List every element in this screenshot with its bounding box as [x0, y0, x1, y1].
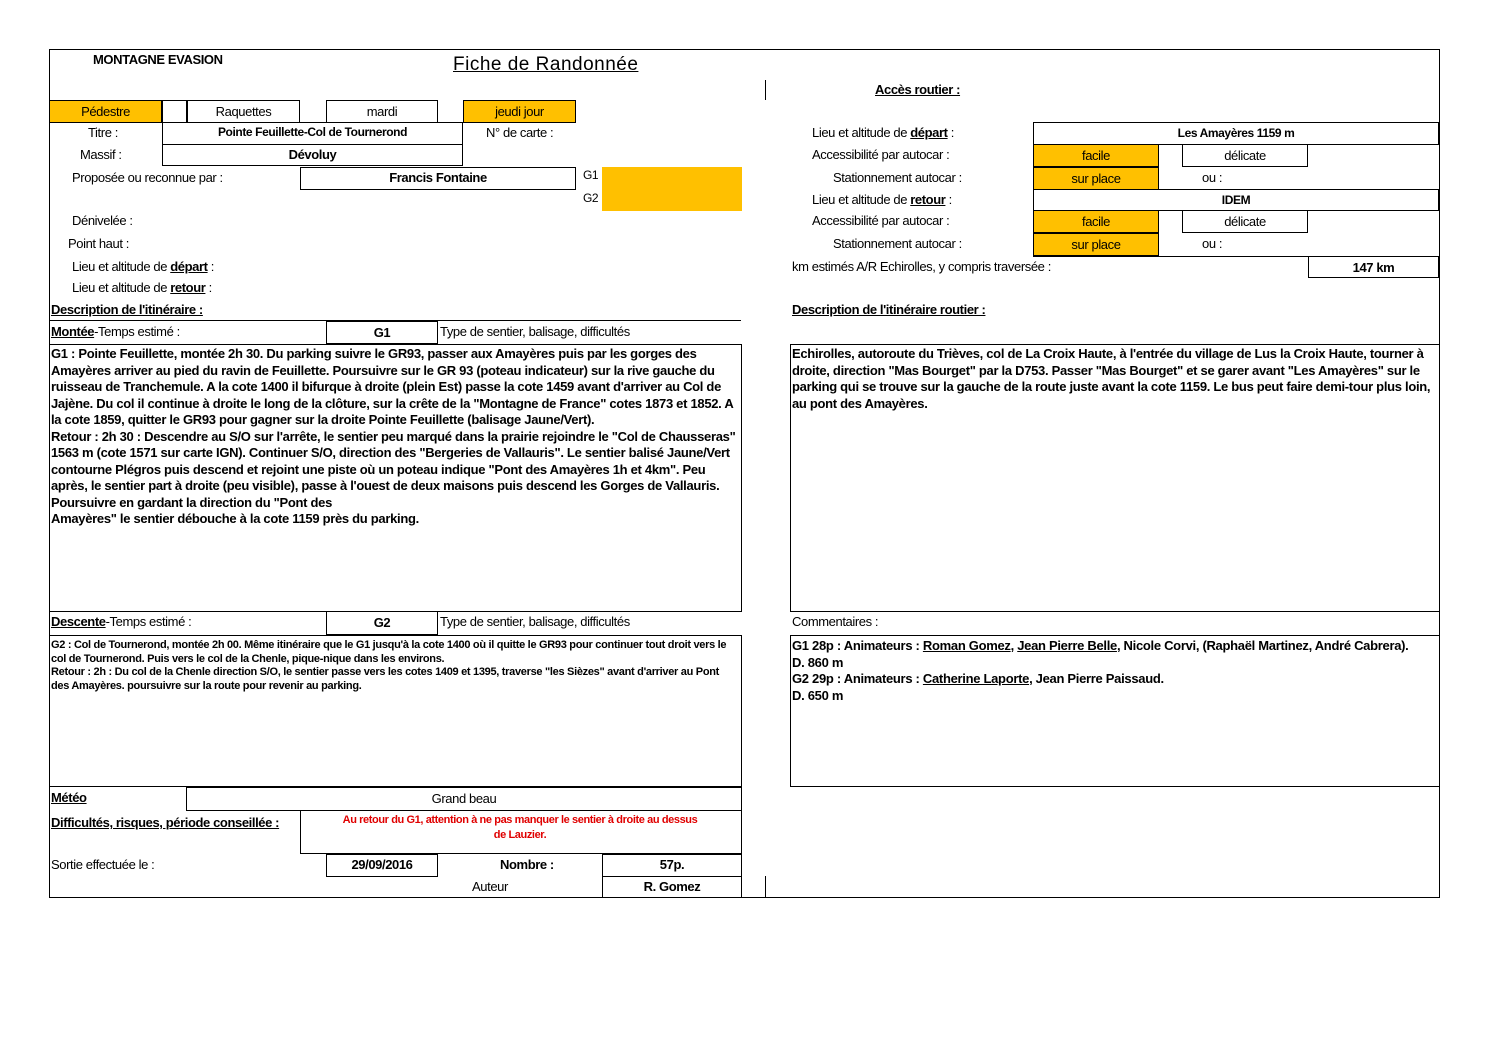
- proposee-label: Proposée ou reconnue par :: [72, 170, 223, 185]
- g2-label: G2: [583, 191, 599, 205]
- description-itineraire-heading: Description de l'itinéraire :: [51, 302, 203, 317]
- massif-value: Dévoluy: [162, 144, 463, 166]
- right-delicate-2: délicate: [1182, 210, 1308, 233]
- divider: [1033, 256, 1309, 257]
- meteo-value: Grand beau: [186, 787, 742, 811]
- montee-description: G1 : Pointe Feuillette, montée 2h 30. Du parking suivre le GR93, passer aux Amayères puis par les gorges des Amayères arriver au pied du ravin de Feuillette. Poursuivre sur le GR 93 (poteau indicateur) sur la rive gauche du ruisseau de Tranchemule. A la cote 1400 il bifurque à droite (plein Est) passe la cote 1459 avant d'arriver au Col de Jajène. Du col il continue à droite le long de la clôture, sur la crête de la "Montagne de France" cotes 1873 et 1852. A la cote 1859, quitter le GR93 pour gagner sur la droite Pointe Feuillette (balisage Jaune/Vert). Retour : 2h 30 : Descendre au S/O sur l'arrête, le sentier peu marqué dans la prairie rejoindre le "Col de Chausseras" 1563 m (cote 1571 sur carte IGN). Continuer S/O, direction des "Bergeries de Vallauris". Le sentier balisé Jaune/Vert contourne Plégros puis descend et rejoint une piste où un poteau indique "Pont des Amayères 1h et 4km". Peu après, le sentier part à droite (peu visible), passe à l'ouest de deux maisons puis descend les Gorges de Vallauris. Poursuivre en gardant la direction du "Pont des Amayères" le sentier débouche à la cote 1159 près du parking.: [51, 346, 736, 526]
- page-title: Fiche de Randonnée: [453, 54, 639, 75]
- nombre-label: Nombre :: [500, 857, 554, 872]
- sortie-value: 29/09/2016: [326, 854, 438, 877]
- meteo-label: Météo: [51, 790, 87, 805]
- km-value: 147 km: [1308, 256, 1439, 278]
- denivele-label: Dénivelée :: [72, 213, 133, 228]
- right-ou-1: ou :: [1202, 170, 1223, 185]
- titre-label: Titre :: [88, 125, 118, 140]
- commentaires-text: G1 28p : Animateurs : Roman Gomez, Jean Pierre Belle, Nicole Corvi, (Raphaël Martinez, André Cabrera). D. 860 m G2 29p : Animateurs : Catherine Laporte, Jean Pierre Paissaud. D. 650 m: [792, 638, 1409, 703]
- tag-empty: [162, 100, 187, 123]
- group-highlight: [602, 167, 742, 211]
- right-facile-1: facile: [1033, 144, 1159, 167]
- right-lieu-retour-value: IDEM: [1033, 189, 1439, 211]
- acces-routier-heading: Accès routier :: [875, 82, 961, 97]
- right-sur-place-1: sur place: [1033, 167, 1159, 190]
- routier-description: Echirolles, autoroute du Trièves, col de La Croix Haute, à l'entrée du village de Lus la Croix Haute, tourner à droite, direction "Mas Bourget" par la D753. Passer "Mas Bourget" et se garer avant "Les Amayères" sur le parking qui se trouve sur la gauche de la route juste avant la cote 1159. Le bus peut faire demi-tour plus loin, au pont des Amayères.: [792, 346, 1431, 411]
- right-lieu-depart-label: Lieu et altitude de départ :: [812, 125, 955, 140]
- auteur-label: Auteur: [472, 879, 508, 894]
- lieu-depart-label: Lieu et altitude de départ :: [72, 259, 215, 274]
- club-name: MONTAGNE EVASION: [93, 52, 223, 67]
- commentaires-label: Commentaires :: [792, 614, 879, 629]
- descente-group: G2: [326, 611, 438, 635]
- g1-label: G1: [583, 168, 599, 182]
- montee-label: Montée-Temps estimé :: [51, 324, 180, 339]
- right-facile-2: facile: [1033, 210, 1159, 233]
- descente-label: Descente-Temps estimé :: [51, 614, 192, 629]
- tag-day2: jeudi jour: [463, 100, 576, 123]
- tag-raquettes: Raquettes: [187, 100, 300, 123]
- right-accessibilite-label-2: Accessibilité par autocar :: [812, 213, 950, 228]
- right-ou-2: ou :: [1202, 236, 1223, 251]
- auteur-value: R. Gomez: [602, 876, 742, 898]
- right-sur-place-2: sur place: [1033, 233, 1159, 256]
- divider: [765, 80, 766, 100]
- right-stationnement-label-2: Stationnement autocar :: [833, 236, 962, 251]
- km-label: km estimés A/R Echirolles, y compris traversée :: [792, 259, 1051, 274]
- montee-group: G1: [326, 321, 438, 344]
- montee-type-sentier: Type de sentier, balisage, difficultés: [440, 324, 630, 339]
- descente-type-sentier: Type de sentier, balisage, difficultés: [440, 614, 630, 629]
- right-stationnement-label-1: Stationnement autocar :: [833, 170, 962, 185]
- right-accessibilite-label-1: Accessibilité par autocar :: [812, 147, 950, 162]
- right-lieu-depart-value: Les Amayères 1159 m: [1033, 122, 1439, 145]
- point-haut-label: Point haut :: [68, 236, 129, 251]
- descente-description: G2 : Col de Tournerond, montée 2h 00. Même itinéraire que le G1 jusqu'à la cote 1400 où il quitte le GR93 pour continuer tout droit vers le col de Tournerond. Puis vers le col de la Chenle, pique-nique dans les environs. Retour : 2h : Du col de la Chenle direction S/O, le sentier passe vers les cotes 1409 et 1395, traverse "les Sièzes" avant d'arriver au Pont des Amayères. poursuivre sur la route pour revenir au parking.: [51, 639, 727, 692]
- massif-label: Massif :: [80, 147, 122, 162]
- lieu-retour-label: Lieu et altitude de retour :: [72, 280, 212, 295]
- divider: [765, 876, 766, 898]
- tag-day1: mardi: [326, 100, 438, 123]
- sortie-label: Sortie effectuée le :: [51, 857, 155, 872]
- nombre-value: 57p.: [602, 854, 742, 877]
- tag-pedestre: Pédestre: [49, 100, 162, 123]
- description-routier-heading: Description de l'itinéraire routier :: [792, 302, 986, 317]
- difficultes-value: Au retour du G1, attention à ne pas manquer le sentier à droite au dessus de Lauzier.: [342, 814, 698, 841]
- difficultes-label: Difficultés, risques, période conseillée :: [51, 815, 280, 830]
- right-lieu-retour-label: Lieu et altitude de retour :: [812, 192, 952, 207]
- carte-label: N° de carte :: [486, 125, 554, 140]
- proposee-value: Francis Fontaine: [300, 167, 576, 190]
- titre-value: Pointe Feuillette-Col de Tournerond: [162, 122, 463, 145]
- right-delicate-1: délicate: [1182, 144, 1308, 167]
